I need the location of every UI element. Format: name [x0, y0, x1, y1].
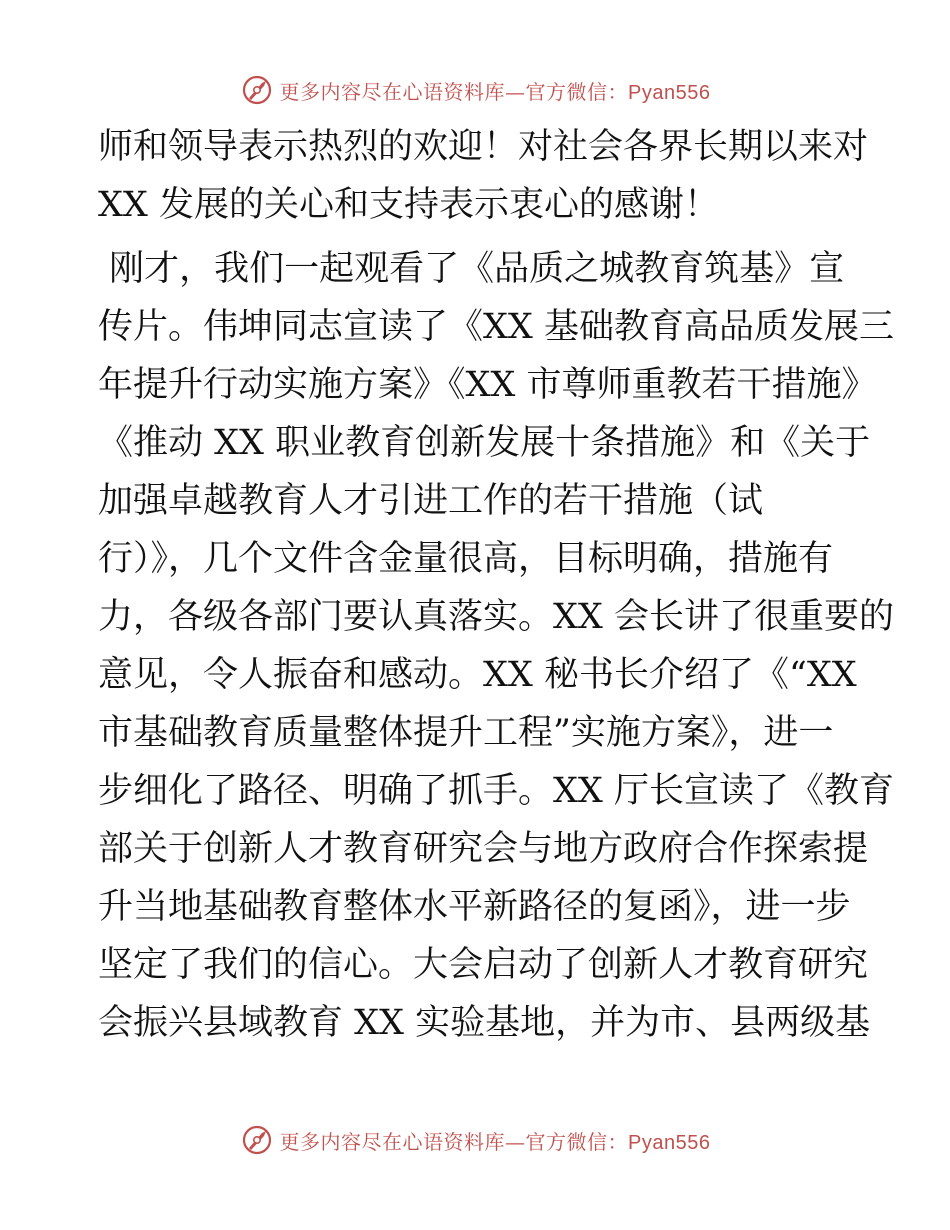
text-line: 传片。伟坤同志宣读了《XX 基础教育高品质发展三 — [98, 307, 894, 347]
text-line: 部关于创新人才教育研究会与地方政府合作探索提 — [98, 829, 869, 869]
text-line: XX 发展的关心和支持表示衷心的感谢！ — [98, 185, 719, 225]
paragraph-2 — [98, 240, 894, 1052]
text-line: 力，各级各部门要认真落实。XX 会长讲了很重要的 — [98, 597, 894, 637]
footer-banner — [0, 1120, 950, 1160]
quill-pen-logo-icon — [240, 1123, 274, 1157]
text-line: 市基础教育质量整体提升工程”实施方案》，进一 — [98, 713, 834, 753]
text-line: 步细化了路径、明确了抓手。XX 厅长宣读了《教育 — [98, 771, 894, 811]
paragraph-1 — [98, 118, 869, 234]
quill-pen-logo-icon — [240, 73, 274, 107]
footer-promo-label: 更多内容尽在心语资料库—官方微信： — [279, 1129, 629, 1154]
text-line: 刚才，我们一起观看了《品质之城教育筑基》宣 — [98, 249, 845, 289]
header-promo-label: 更多内容尽在心语资料库—官方微信： — [279, 79, 629, 104]
text-line: 意见，令人振奋和感动。XX 秘书长介绍了《“XX — [98, 655, 857, 695]
text-line: 行）》，几个文件含金量很高，目标明确，措施有 — [98, 539, 834, 579]
text-line: 《推动 XX 职业教育创新发展十条措施》和《关于 — [98, 423, 871, 463]
text-line: 加强卓越教育人才引进工作的若干措施（试 — [98, 481, 764, 521]
text-line: 年提升行动实施方案》《XX 市尊师重教若干措施》 — [98, 365, 877, 405]
header-banner — [0, 70, 950, 110]
text-line: 坚定了我们的信心。大会启动了创新人才教育研究 — [98, 945, 869, 985]
header-wechat-id: Pyan556 — [628, 81, 711, 104]
document-body — [98, 118, 894, 1052]
text-line: 升当地基础教育整体水平新路径的复函》，进一步 — [98, 887, 851, 927]
footer-wechat-id: Pyan556 — [628, 1131, 711, 1154]
text-line: 会振兴县域教育 XX 实验基地，并为市、县两级基 — [98, 1003, 871, 1043]
text-line: 师和领导表示热烈的欢迎！对社会各界长期以来对 — [98, 127, 869, 167]
footer-promo-text — [280, 1126, 711, 1155]
header-promo-text — [280, 76, 711, 105]
